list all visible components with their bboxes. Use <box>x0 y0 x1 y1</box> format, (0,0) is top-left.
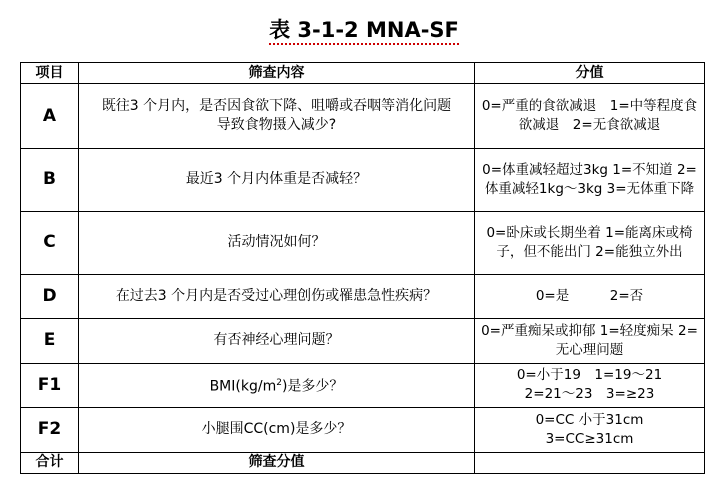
header-score: 分值 <box>475 63 705 84</box>
table-row <box>21 274 705 319</box>
row-content: 最近3 个月内体重是否减轻？ <box>79 149 475 212</box>
mna-sf-table <box>20 62 705 474</box>
row-label: E <box>21 319 79 364</box>
table-row <box>21 408 705 453</box>
row-content: $BMI(kg/m^2)$是多少？ <box>79 363 475 408</box>
row-score: 0=小于19 1=19～21 2=21～23 3=≥23 <box>475 363 705 408</box>
total-content: 筛查分值 <box>79 452 475 473</box>
row-score: 0=是 2=否 <box>475 274 705 319</box>
table-row <box>21 84 705 149</box>
table-row <box>21 149 705 212</box>
header-content: 筛查内容 <box>79 63 475 84</box>
row-score: 0=体重减轻超过3kg 1=不知道 2=体重减轻1kg～3kg 3=无体重下降 <box>475 149 705 212</box>
table-row <box>21 319 705 364</box>
total-label: 合计 <box>21 452 79 473</box>
row-label: C <box>21 211 79 274</box>
table-row <box>21 363 705 408</box>
row-label: F1 <box>21 363 79 408</box>
row-content: 既往3 个月内，是否因食欲下降、咀嚼或吞咽等消化问题导致食物摄入减少? <box>79 84 475 149</box>
total-score <box>475 452 705 473</box>
row-label: D <box>21 274 79 319</box>
row-score: 0=严重痴呆或抑郁 1=轻度痴呆 2=无心理问题 <box>475 319 705 364</box>
row-content: 小腿围CC(cm)是多少？ <box>79 408 475 453</box>
row-label: F2 <box>21 408 79 453</box>
row-score: 0=卧床或长期坐着 1=能离床或椅子，但不能出门 2=能独立外出 <box>475 211 705 274</box>
total-row <box>21 452 705 473</box>
header-row <box>21 63 705 84</box>
header-item: 项目 <box>21 63 79 84</box>
row-content: 在过去3 个月内是否受过心理创伤或罹患急性疾病？ <box>79 274 475 319</box>
row-label: A <box>21 84 79 149</box>
row-content: 活动情况如何？ <box>79 211 475 274</box>
row-label: B <box>21 149 79 212</box>
table-title: 表 3-1-2 MNA-SF <box>0 14 728 44</box>
row-score: 0=CC 小于31cm 3=CC≥31cm <box>475 408 705 453</box>
table-row <box>21 211 705 274</box>
row-score: 0=严重的食欲减退 1=中等程度食欲减退 2=无食欲减退 <box>475 84 705 149</box>
row-content: 有否神经心理问题？ <box>79 319 475 364</box>
